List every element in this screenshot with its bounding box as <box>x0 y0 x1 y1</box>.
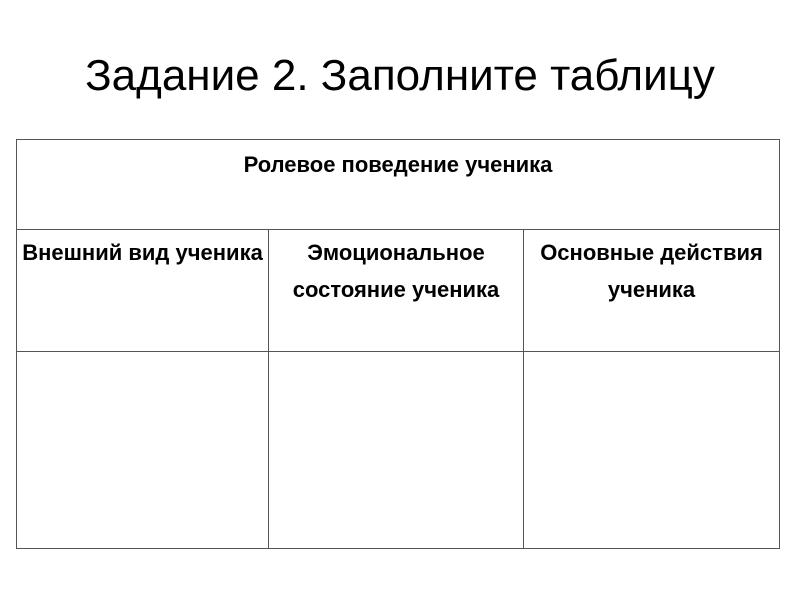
table-cell-appearance[interactable] <box>17 352 269 549</box>
table-header-row <box>17 140 780 230</box>
column-header-main-actions: Основные действия ученика <box>524 230 780 352</box>
table-row <box>17 352 780 549</box>
table-cell-emotional-state[interactable] <box>269 352 524 549</box>
table-column-headers-row <box>17 230 780 352</box>
role-behavior-table <box>16 139 780 549</box>
table-cell-main-actions[interactable] <box>524 352 780 549</box>
column-header-emotional-state: Эмоциональное состояние ученика <box>269 230 524 352</box>
column-header-appearance: Внешний вид ученика <box>17 230 269 352</box>
page-title: Задание 2. Заполните таблицу <box>85 51 715 100</box>
table-header-cell: Ролевое поведение ученика <box>17 140 780 230</box>
